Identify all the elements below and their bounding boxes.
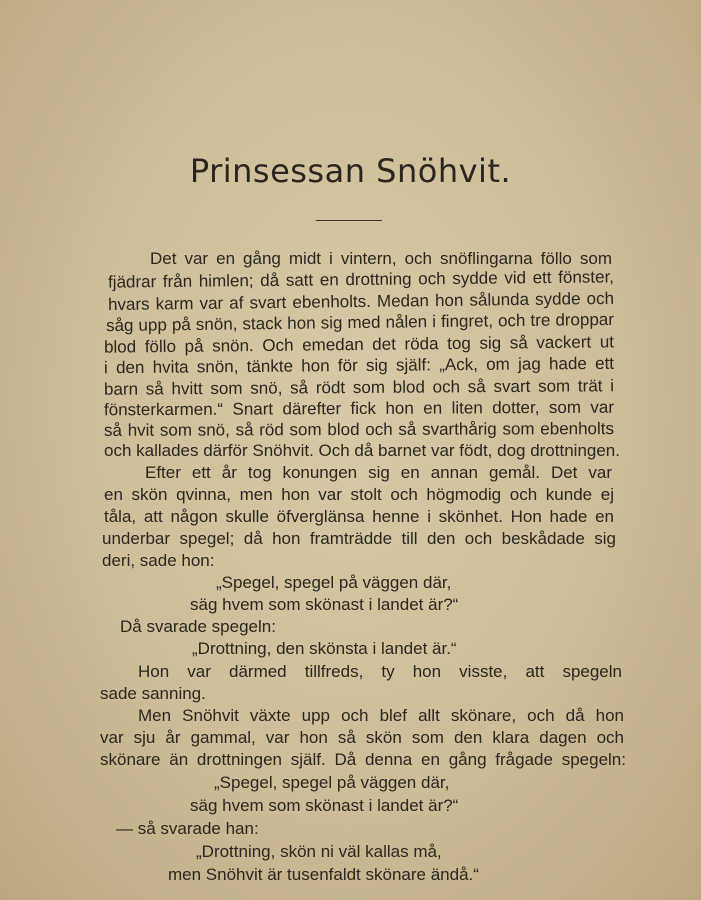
- text-line: sade sanning.: [100, 684, 206, 703]
- text-line: i den hvita snön, tänkte hon för sig själf: „Ack, om jag hade ett: [103, 353, 615, 378]
- page-title: Prinsessan Snöhvit.: [189, 152, 512, 190]
- verse-line: men Snöhvit är tusenfaldt skönare ändå.“: [168, 865, 479, 884]
- text-line: deri, sade hon:: [102, 551, 215, 570]
- text-line: Men Snöhvit växte upp och blef allt skönare, och då hon: [138, 706, 624, 725]
- text-line: och kallades därför Snöhvit. Och då barnet var födt, dog drottningen.: [104, 441, 620, 460]
- text-line: Då svarade spegeln:: [120, 617, 276, 636]
- text-line: var sju år gammal, var hon så skön som den klara dagen och: [100, 728, 624, 747]
- text-line: en skön qvinna, men hon var stolt och högmodig och kunde ej: [104, 485, 614, 504]
- verse-line: „Drottning, skön ni väl kallas må,: [196, 842, 442, 861]
- text-line: fönsterkarmen.“ Snart därefter fick hon en liten dotter, som var: [103, 397, 615, 420]
- verse-line: „Drottning, den skönsta i landet är.“: [192, 639, 457, 658]
- text-line: fjädrar från himlen; då satt en drottning och sydde vid ett fönster,: [107, 267, 615, 292]
- text-line: — så svarade han:: [116, 819, 259, 838]
- text-line: Det var en gång midt i vintern, och snöflingarna föllo som: [150, 249, 612, 268]
- text-line: så hvit som snö, så röd som blod och så svarthårig som ebenholts: [103, 419, 615, 440]
- text-line: Hon var därmed tillfreds, ty hon visste, att spegeln: [138, 662, 622, 681]
- text-line: Efter ett år tog konungen sig en annan gemål. Det var: [145, 463, 612, 482]
- text-line: blod föllo på snön. Och emedan det röda tog sig så vackert ut: [103, 332, 615, 357]
- verse-line: säg hvem som skönast i landet är?“: [190, 595, 459, 614]
- verse-line: „Spegel, spegel på väggen där,: [214, 773, 450, 792]
- text-line: underbar spegel; då hon framträdde till den och beskådade sig: [102, 529, 616, 548]
- text-line: skönare än drottningen själf. Då denna en gång frågade spegeln:: [100, 750, 626, 769]
- verse-line: säg hvem som skönast i landet är?“: [190, 796, 459, 815]
- text-line: såg upp på snön, stack hon sig med nålen i fingret, och tre droppar: [105, 309, 615, 336]
- verse-line: „Spegel, spegel på väggen där,: [216, 573, 452, 592]
- text-line: hvars karm var af svart ebenholts. Medan hon sålunda sydde och: [107, 288, 615, 315]
- text-line: barn så hvitt som snö, så rödt som blod och så svart som trät i: [103, 376, 615, 399]
- text-line: tåla, att någon skulle öfverglänsa henne i skönhet. Hon hade en: [104, 507, 614, 526]
